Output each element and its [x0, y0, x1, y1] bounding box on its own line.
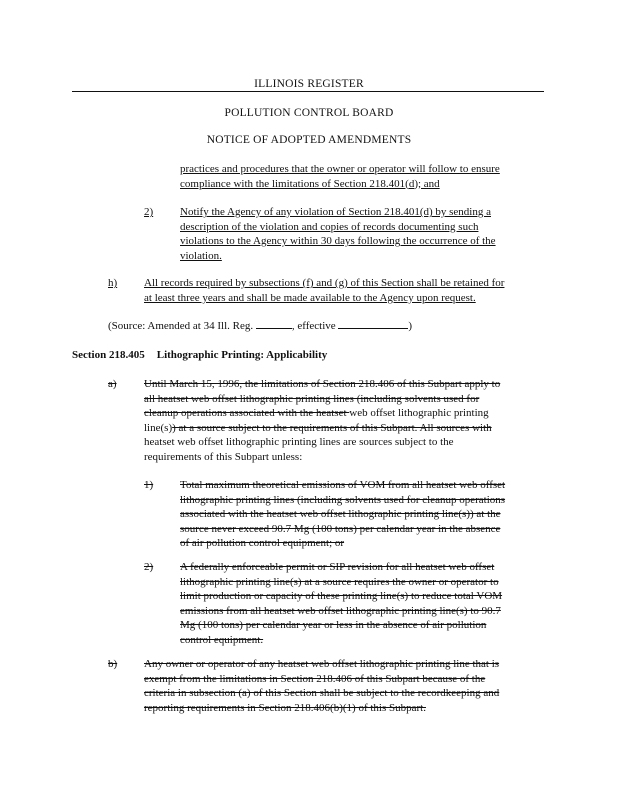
register-page-blank: [256, 328, 292, 329]
source-note: (Source: Amended at 34 Ill. Reg. , effective ): [108, 320, 413, 332]
subsection-b-text: Any owner or operator of any heatset web offset lithographic printing line that is exempt from the limitations in Section 218.406 of this Subpart because of the criteria in subsection (a) of this Section shall be subject to the recordkeeping and reporting requirements in Section 218.406(b)(1) of this Subpart.: [144, 658, 500, 714]
subsection-a-label: a): [108, 378, 117, 390]
board-header: POLLUTION CONTROL BOARD: [224, 107, 394, 119]
effective-date-blank: [338, 328, 408, 329]
item-2-text: Notify the Agency of any violation of Section 218.401(d) by sending a description of the violation and copies of records documenting such violations to the Agency within 30 days following the occurrence of the violation.: [180, 206, 496, 262]
section-number: Section 218.405: [72, 349, 145, 361]
header-rule: [72, 91, 544, 92]
subsection-h-text: All records required by subsections (f) and (g) of this Section shall be retained for at least three years and shall be made available to the Agency upon request.: [144, 277, 505, 304]
item-a2-label: 2): [144, 561, 154, 573]
subsection-a-text: Until March 15, 1996, the limitations of Section 218.406 of this Subpart apply to all heatset web offset lithographic printing lines (including solvents used for cleanup operations associated with the heatset web offset lithographic printing line(s)) at a source subject to the requirements of this Subpart. All sources with heatset web offset lithographic printing lines are sources subject to the requirements of this Subpart unless:: [144, 378, 501, 463]
item-a2-text: A federally enforceable permit or SIP revision for all heatset web offset lithographic printing line(s) at a source requires the owner or operator to limit production or capacity of these printing line(s) to reduce total VOM emissions from all heatset web offset lithographic printing line(s) to 90.7 Mg (100 tons) per calendar year or less in the absence of air pollution control equipment.: [180, 561, 503, 646]
register-header: ILLINOIS REGISTER: [254, 78, 364, 90]
section-heading: [72, 348, 327, 363]
item-a1-label: 1): [144, 479, 154, 491]
subsection-h-label: h): [108, 277, 118, 289]
notice-header: NOTICE OF ADOPTED AMENDMENTS: [206, 134, 412, 146]
continuation-text: practices and procedures that the owner or operator will follow to ensure compliance with the limitations of Section 218.401(d); and: [180, 163, 500, 190]
item-2-label: 2): [144, 206, 154, 218]
subsection-b-label: b): [108, 658, 118, 670]
section-title: Lithographic Printing: Applicability: [156, 349, 328, 361]
item-a1-text: Total maximum theoretical emissions of VOM from all heatset web offset lithographic printing lines (including solvents used for cleanup operations associated with the heatset web offset lithographic printing line(s)) at the source never exceed 90.7 Mg (100 tons) per calendar year in the absence of air pollution control equipment; or: [180, 479, 506, 550]
